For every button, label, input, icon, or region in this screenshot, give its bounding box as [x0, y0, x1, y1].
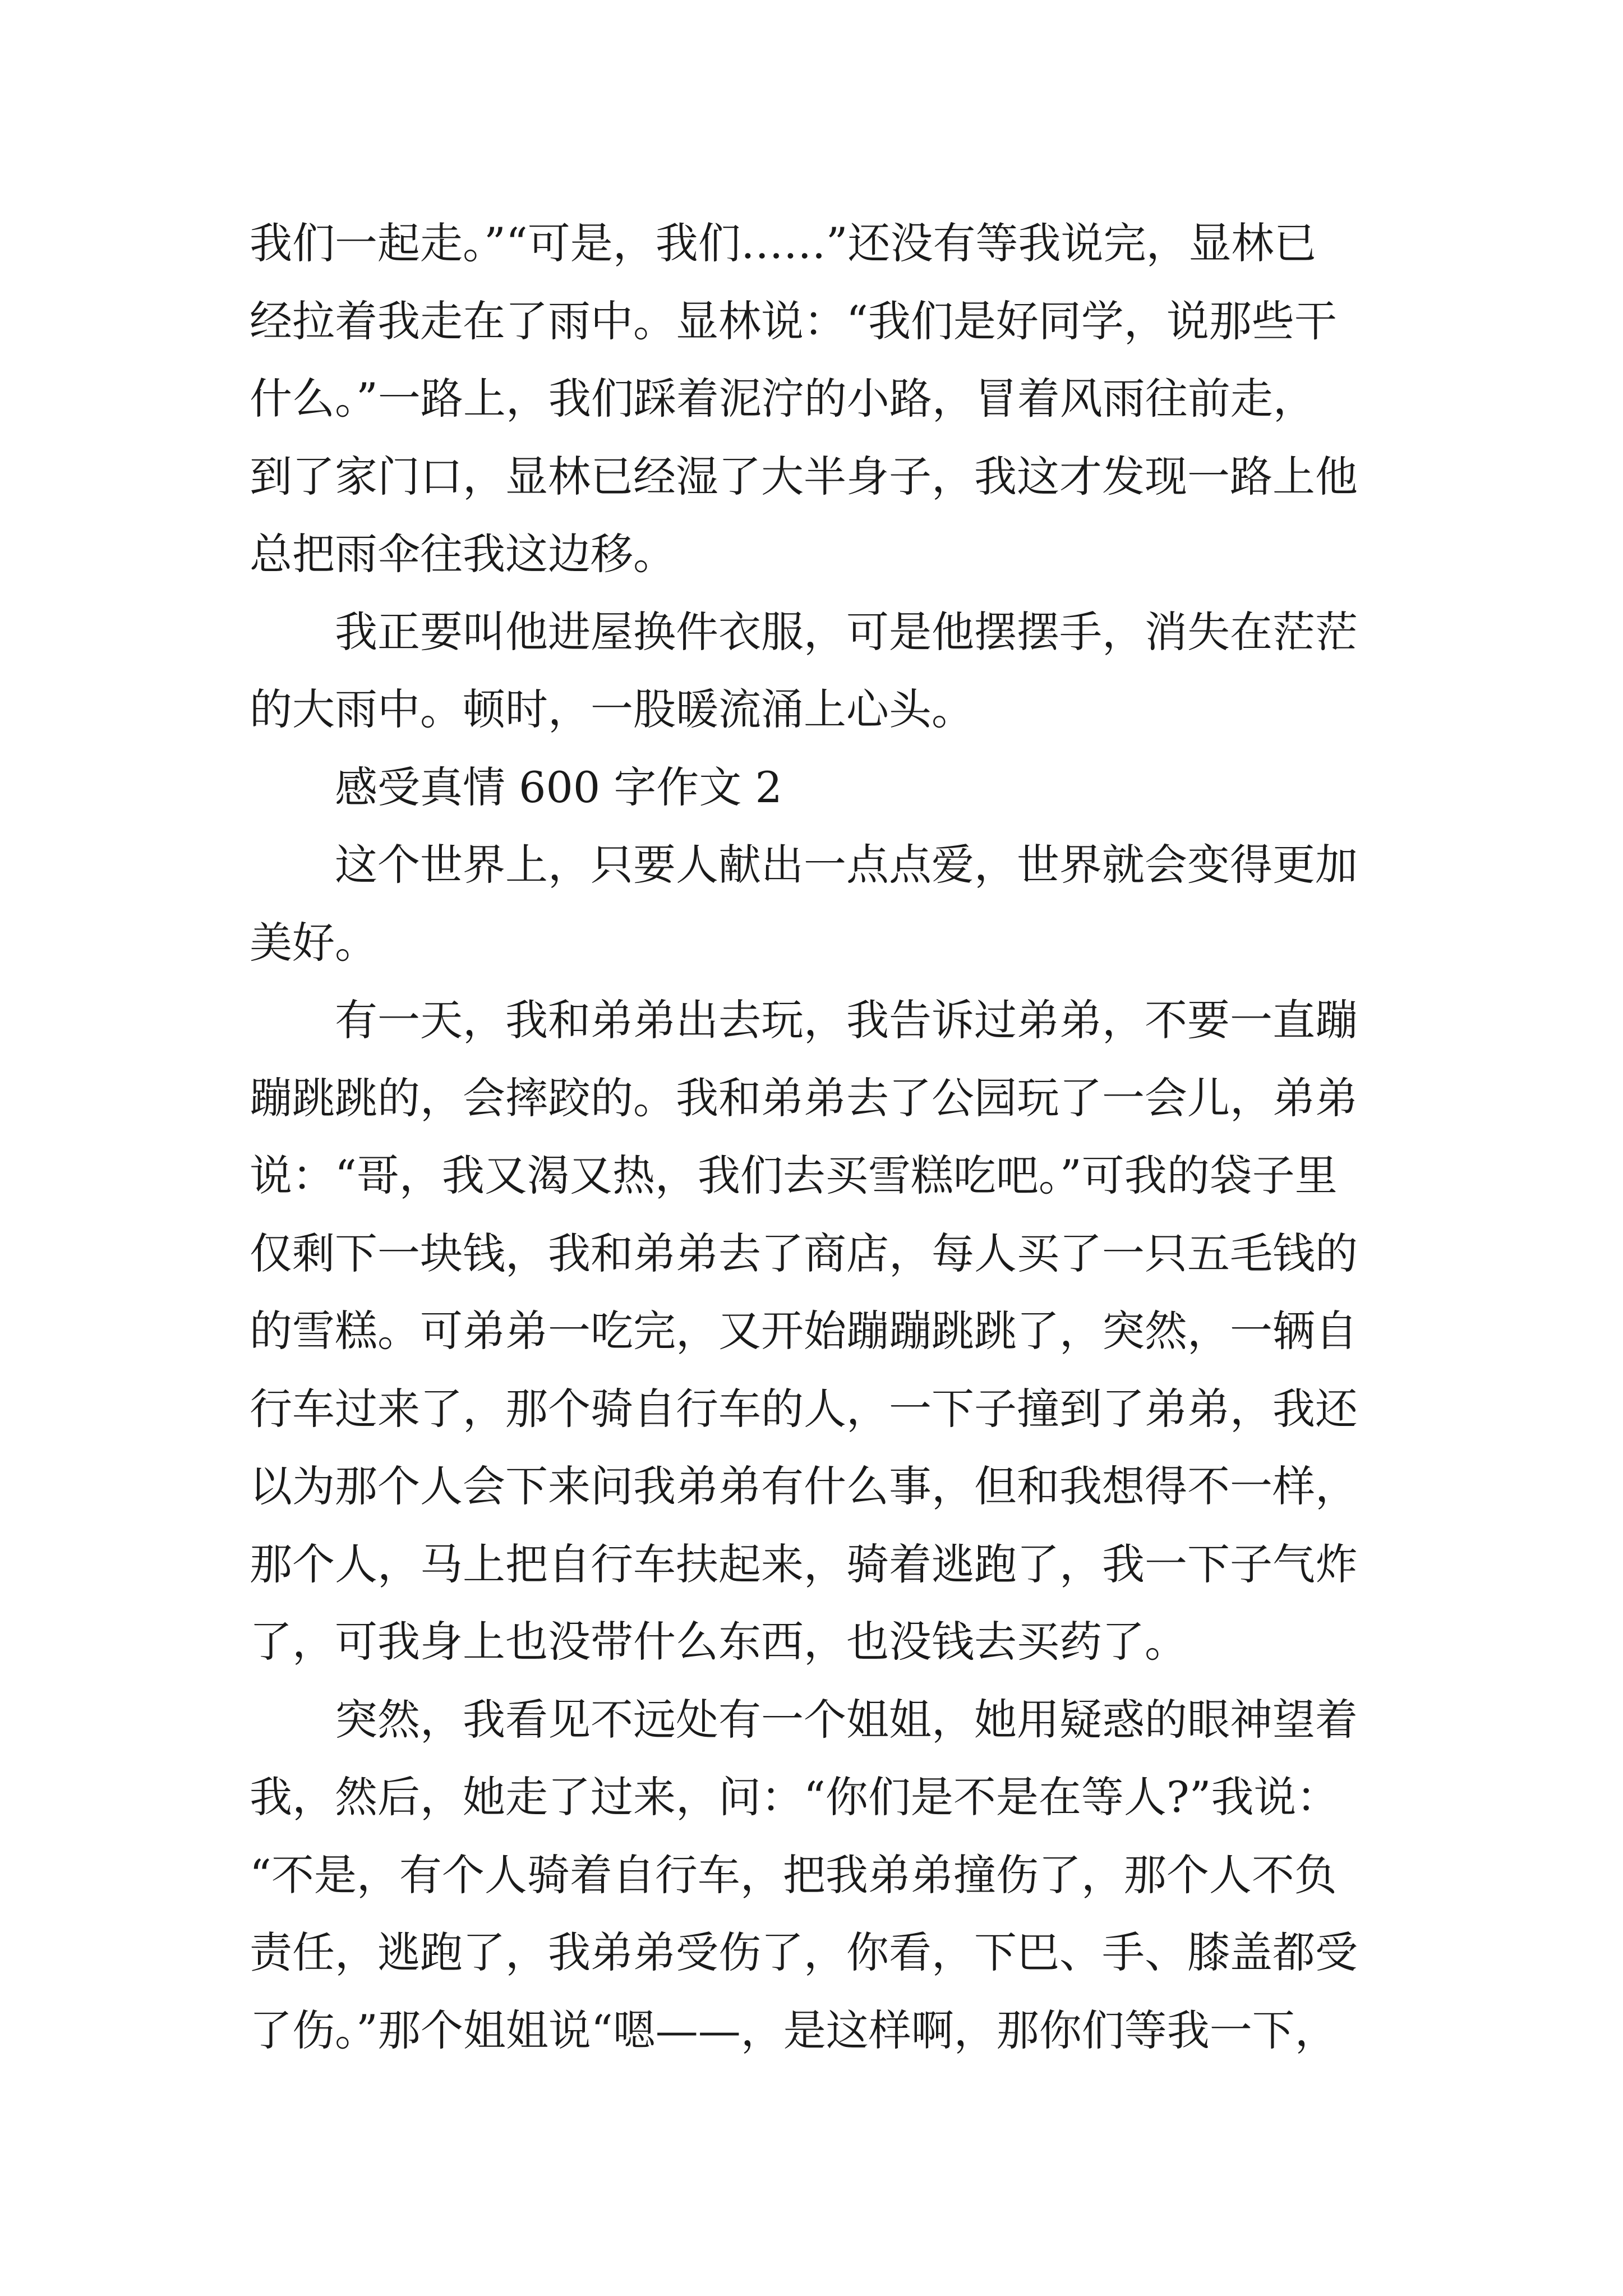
text-line: 的雪糕。可弟弟一吃完，又开始蹦蹦跳跳了，突然，一辆自 [250, 1306, 1358, 1356]
text-line: 以为那个人会下来问我弟弟有什么事，但和我想得不一样， [250, 1461, 1358, 1511]
section-heading: 感受真情 600 字作文 2 [335, 762, 782, 812]
text-line: 总把雨伞往我这边移。 [250, 529, 676, 579]
text-line: 了，可我身上也没带什么东西，也没钱去买药了。 [250, 1617, 1187, 1667]
text-line: 的大雨中。顿时，一股暖流涌上心头。 [250, 684, 974, 734]
text-line: 蹦跳跳的，会摔跤的。我和弟弟去了公园玩了一会儿，弟弟 [250, 1073, 1358, 1123]
paragraph-start-line: 这个世界上，只要人献出一点点爱，世界就会变得更加 [335, 840, 1358, 890]
text-line: 我，然后，她走了过来，问：“你们是不是在等人?”我说： [250, 1772, 1339, 1822]
text-line: 了伤。”那个姐姐说“嗯——，是这样啊，那你们等我一下， [250, 2005, 1338, 2055]
text-line: 说：“哥，我又渴又热，我们去买雪糕吃吧。”可我的袋子里 [250, 1151, 1338, 1200]
text-line: 仅剩下一块钱，我和弟弟去了商店，每人买了一只五毛钱的 [250, 1228, 1358, 1278]
text-line: 那个人，马上把自行车扶起来，骑着逃跑了，我一下子气炸 [250, 1539, 1358, 1589]
text-line: 行车过来了，那个骑自行车的人，一下子撞到了弟弟，我还 [250, 1383, 1358, 1434]
paragraph-start-line: 突然，我看见不远处有一个姐姐，她用疑惑的眼神望着 [335, 1694, 1358, 1745]
text-line: 经拉着我走在了雨中。显林说：“我们是好同学，说那些干 [250, 296, 1337, 346]
text-line: 到了家门口，显林已经湿了大半身子，我这才发现一路上他 [250, 451, 1358, 501]
text-line: “不是，有个人骑着自行车，把我弟弟撞伤了，那个人不负 [250, 1849, 1337, 1900]
paragraph-start-line: 我正要叫他进屋换件衣服，可是他摆摆手，消失在茫茫 [335, 606, 1358, 657]
text-line: 责任，逃跑了，我弟弟受伤了，你看，下巴、手、膝盖都受 [250, 1927, 1358, 1977]
paragraph-start-line: 有一天，我和弟弟出去玩，我告诉过弟弟，不要一直蹦 [335, 995, 1358, 1045]
text-line: 什么。”一路上，我们踩着泥泞的小路，冒着风雨往前走， [250, 374, 1316, 424]
text-line: 我们一起走。”“可是，我们……”还没有等我说完，显林已 [250, 218, 1317, 268]
body-text [250, 205, 1394, 2069]
text-line: 美好。 [250, 917, 377, 968]
